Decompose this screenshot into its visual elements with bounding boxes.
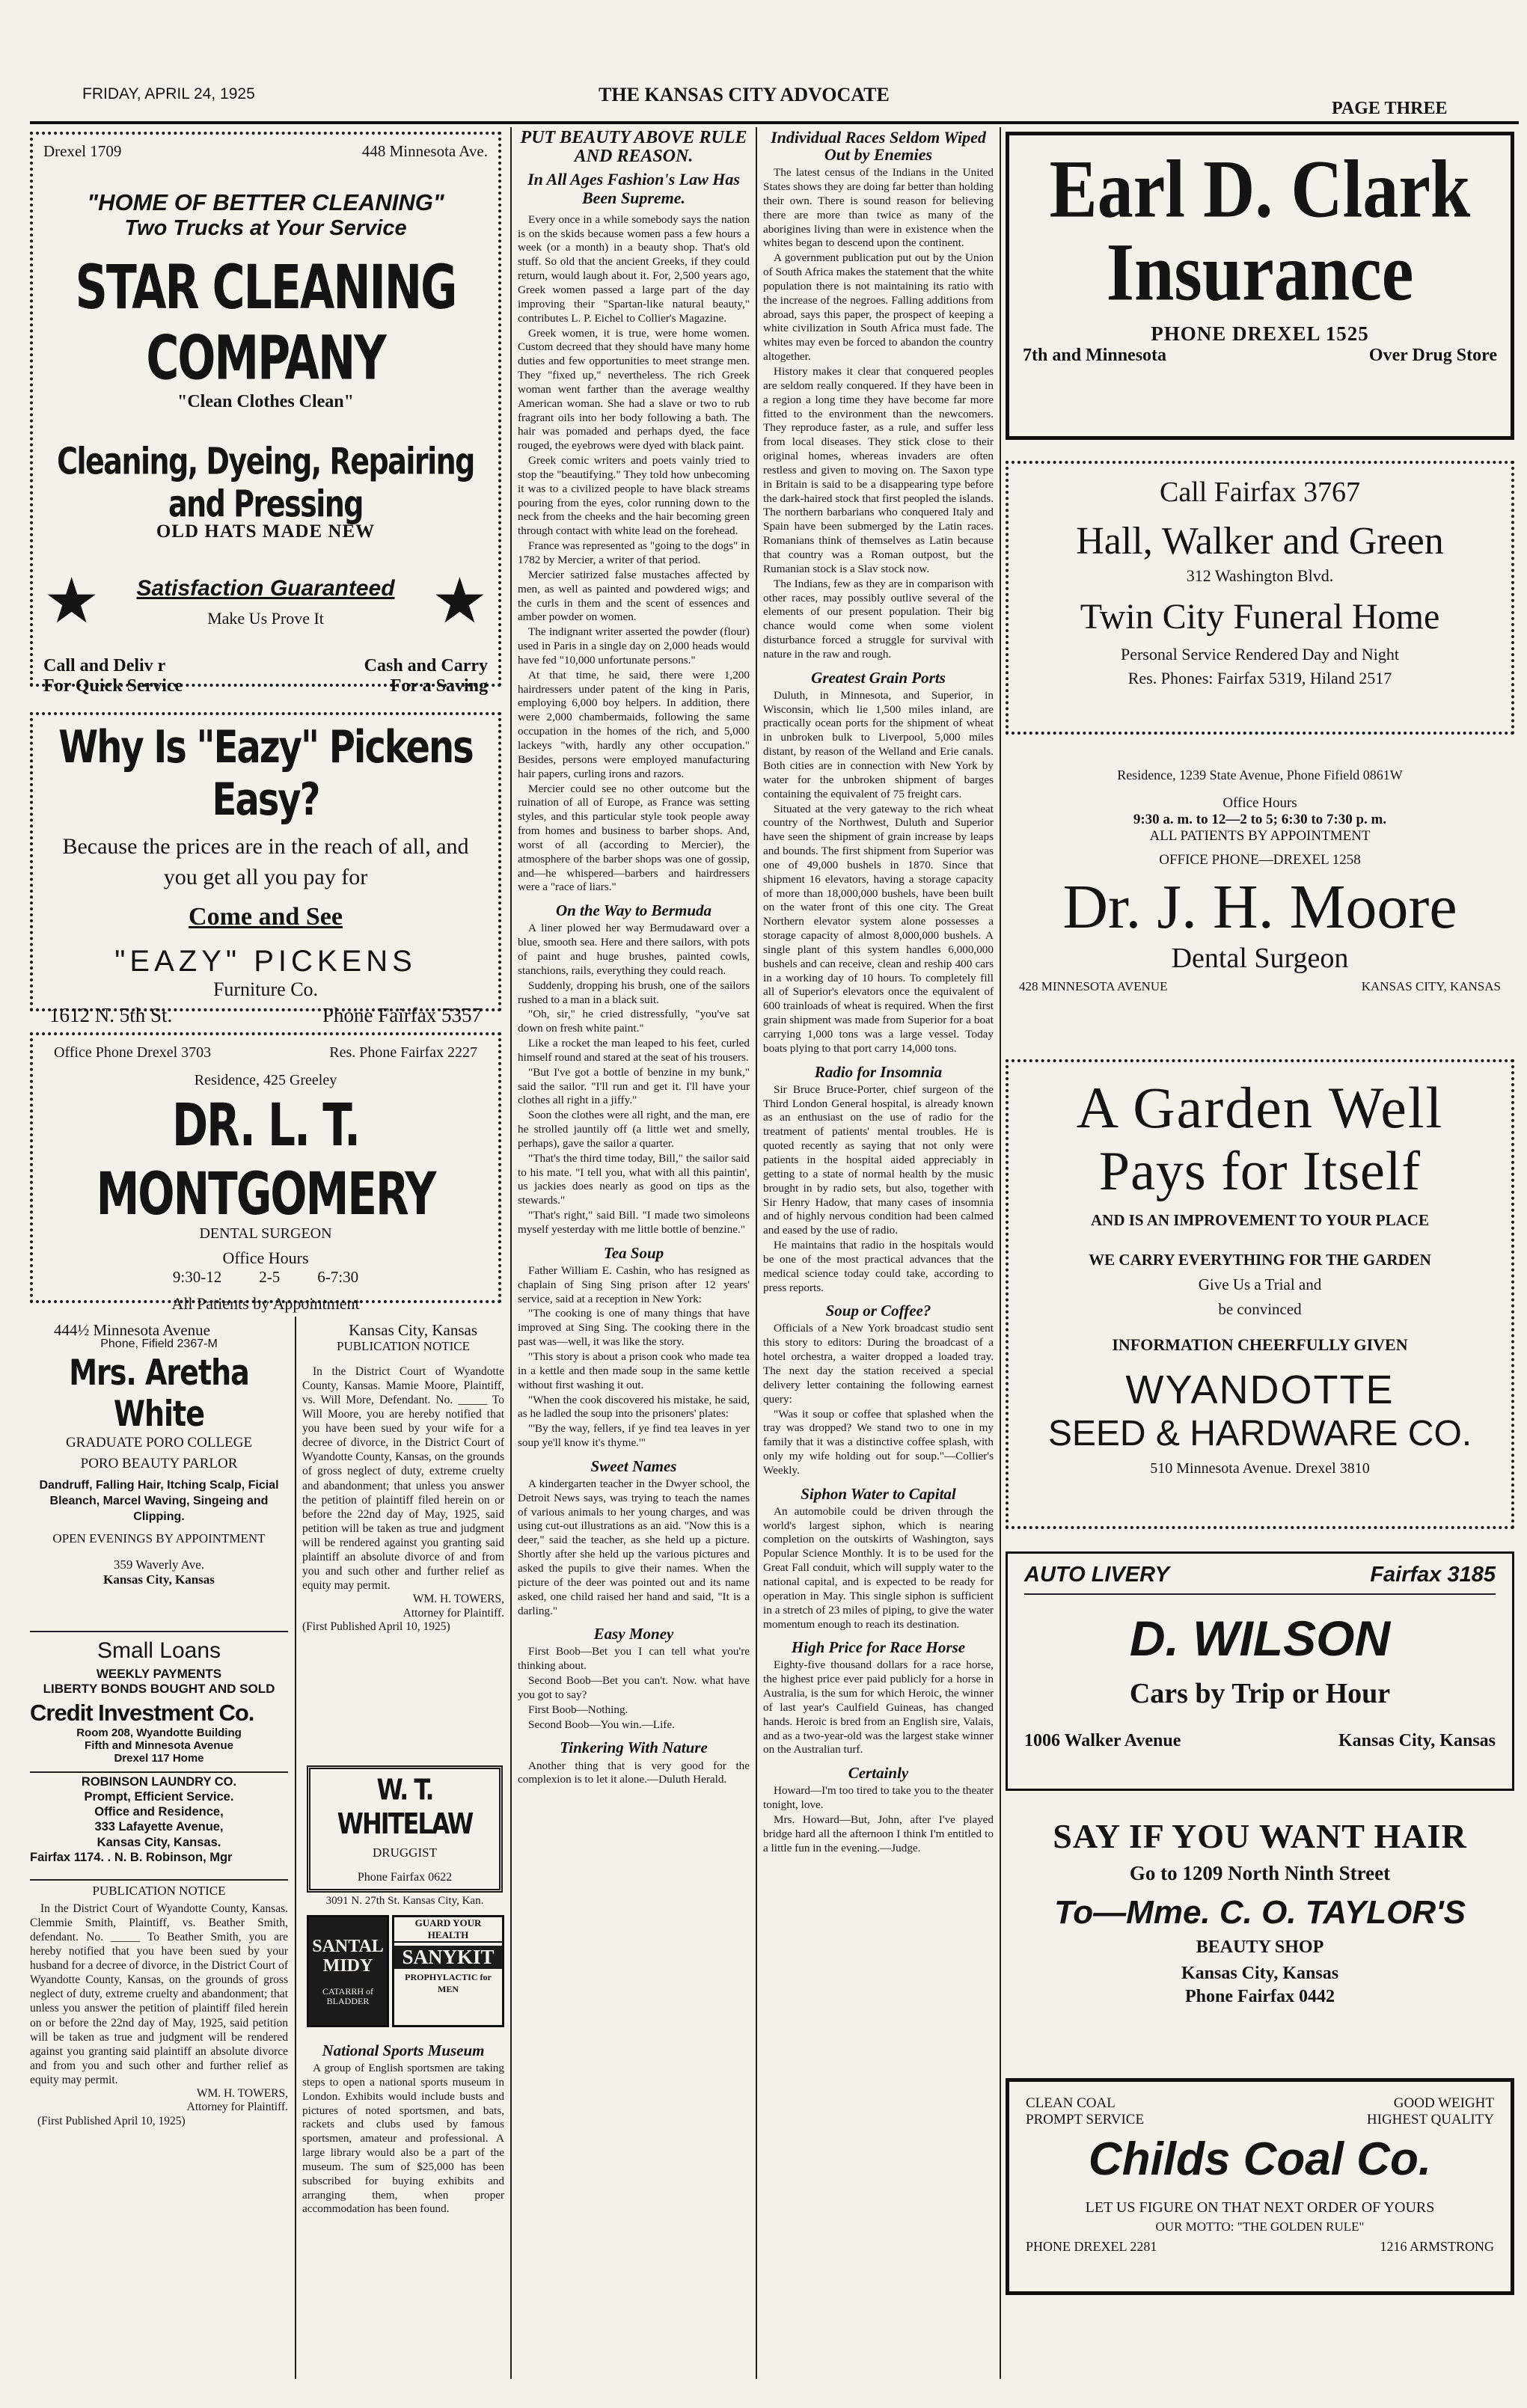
montgomery-title: DENTAL SURGEON [199, 1225, 332, 1242]
article-paragraph: A kindergarten teacher in the Dwyer school, the Detroit News says, was trying to teach the names of various animals to her young charges, and was using cut-out illustrations as an aid. "Now this is a deer," said the teacher, as she held up a picture. Shortly after she held up the various pictures and asked the pupils to give their names. When the picture of the deer was pointed out and its name asked, one child raised her hand and said, "It is a darling." [518, 1477, 750, 1617]
article-paragraph: Greek comic writers and poets vainly tried to stop the "beautifying." They told how unbecoming it was to a civilized people to have black streams pouring from the eyes, color running down to the neck from the cheeks and the hair becoming green through contact with white lead on the forehead. [518, 454, 750, 538]
moore-name: Dr. J. H. Moore [1062, 872, 1457, 942]
article-paragraph: Officials of a New York broadcast studio sent this story to editors: During the broadcast of a hotel orchestra, a waiter dropped a loaded tray. The next day the station received a special delivery letter containing the following earnest query: [763, 1322, 994, 1406]
coal-l2: OUR MOTTO: "THE GOLDEN RULE" [1155, 2219, 1365, 2234]
clark-right: Over Drug Store [1368, 345, 1497, 365]
article-title: Sweet Names [590, 1456, 677, 1475]
clark-insurance: Insurance [1106, 225, 1414, 318]
ad-aretha-white [30, 1333, 288, 1625]
ad-dr-moore [1006, 756, 1514, 1040]
masthead-page: PAGE THREE [1332, 99, 1448, 118]
ad-earl-clark [1006, 132, 1514, 440]
laundry-l4: Kansas City, Kansas. [97, 1835, 221, 1849]
whitelaw-address: 3091 N. 27th St. Kansas City, Kan. [325, 1895, 484, 1907]
article-paragraph: "The cooking is one of many things that have improved at Sing Sing. The cooking there in the past was—well, it was like the story. [518, 1307, 750, 1349]
masthead-date: FRIDAY, APRIL 24, 1925 [82, 85, 255, 102]
masthead-rule [30, 121, 1519, 124]
divider [30, 1631, 288, 1632]
article-title: Soup or Coffee? [825, 1302, 931, 1320]
hair-h5: Kansas City, Kansas [1181, 1964, 1339, 1983]
loans-l1: WEEKLY PAYMENTS [96, 1667, 222, 1681]
article-paragraph: A liner plowed her way Bermudaward over a blue, smooth sea. Here and there sailors, with pots of paint and huge brushes, painted cowls, stanchions, rails, everything they could reach. [518, 922, 750, 977]
white-line2: PORO BEAUTY PARLOR [80, 1456, 238, 1471]
white-evenings: OPEN EVENINGS BY APPOINTMENT [52, 1531, 266, 1546]
article-paragraph: Eighty-five thousand dollars for a race horse, the highest price ever paid publicly for a horse in Australia, is the sum for which Heroic, the winner of last year's Caulfield Guineas, has changed hands. Heroic is bred from an English sire, Valais, and as a two-year-old was the largest stake winner on the Australian turf. [763, 1658, 994, 1756]
column-rule [1000, 127, 1001, 2379]
article-paragraph: Second Boob—Bet you can't. Now. what have you got to say? [518, 1674, 750, 1701]
article-title: On the Way to Bermuda [555, 901, 712, 920]
white-city: Kansas City, Kansas [103, 1572, 215, 1587]
article-paragraph: At that time, he said, there were 1,200 hairdressers under patent of the king in Paris, employing 6,000 boy helpers. In addition, there were 2,000 chambermaids, following the same occupation in the homes of the rich, and 5,000 lackeys "with, hardly any other occupation." Besides, persons were employed manufacturing hair papers, curling irons and razors. [518, 668, 750, 780]
column-3 [518, 127, 750, 2379]
article-paragraph: Suddenly, dropping his brush, one of the sailors rushed to a man in a black suit. [518, 978, 750, 1006]
article-paragraph: "But I've got a bottle of benzine in my bunk," said the sailor. "I'll run and get it. I'll have your clothes all right in a jiffy." [518, 1065, 750, 1107]
article-paragraph: The latest census of the Indians in the United States shows they are doing far better than holding their own. There is sound reason for believing there are more than twice as many of the aborigines living than were in existence when the whites began to descend upon the continent. [763, 166, 994, 250]
article-title: Siphon Water to Capital [801, 1484, 956, 1503]
coal-l1: LET US FIGURE ON THAT NEXT ORDER OF YOURS [1085, 2199, 1435, 2216]
article-title: Greatest Grain Ports [811, 668, 946, 687]
star-prove: Make Us Prove It [207, 609, 324, 628]
article-paragraph: First Boob—Nothing. [528, 1703, 628, 1716]
garden-name2: SEED & HARDWARE CO. [1047, 1413, 1472, 1453]
article-paragraph: Another thing that is very good for the complexion is to let it alone.—Duluth Herald. [518, 1759, 750, 1786]
legal-notice-moore [302, 1339, 504, 1668]
article-paragraph: Mrs. Howard—But, John, after I've played bridge hard all the afternoon I think I'm entitled to a little fun in the evening.—Judge. [763, 1813, 994, 1854]
star-cash-2: For a Saving [390, 676, 488, 696]
garden-l4: be convinced [1218, 1299, 1302, 1318]
article-paragraph: Every once in a while somebody says the nation is on the skids because women pass a few hours a week (or a month) in a beauty shop. That's old stuff. So old that the ancient Greeks, if they could return, would laugh about it. For, 2,500 years ago, Greek women passed a large part of the day improving their "Spartan-like natural beauty," contributes L. P. Eichel to Collier's Magazine. [518, 212, 750, 325]
loans-l2: LIBERTY BONDS BOUGHT AND SOLD [43, 1682, 275, 1696]
divider [30, 1879, 288, 1881]
laundry-l1: Prompt, Efficient Service. [84, 1790, 234, 1804]
white-address: 359 Waverly Ave. [113, 1557, 205, 1572]
wilson-left: AUTO LIVERY [1024, 1563, 1169, 1587]
hall-name: Hall, Walker and Green [1076, 520, 1444, 563]
masthead [0, 82, 1527, 120]
article-title: Radio for Insomnia [814, 1062, 943, 1081]
moore-residence: Residence, 1239 State Avenue, Phone Fifield 0861W [1117, 768, 1403, 782]
notice2-title: PUBLICATION NOTICE [336, 1339, 471, 1353]
laundry-l2: Office and Residence, [94, 1805, 224, 1819]
star-call-2: For Quick Service [43, 676, 183, 696]
notice1-body: In the District Court of Wyandotte County, Kansas. Clemmie Smith, Plaintiff, vs. Beather Smith, defendant. No. _____ To Beather Smith, you are hereby notified that you have been sued by your husband for a decree of divorce, in the District Court of Wyandotte County, Kansas, on the grounds of gross neglect of duty, extreme cruelty and abandonment; that unless you answer the petition of plaintiff filed herein on or before the 22nd day of May, 1925, said petition will be taken as true and judgment will be rendered against you granting said plaintiff an absolute divorce and from you and such other and further relief as equity may permit. [30, 1902, 288, 2086]
montgomery-hours: 2-5 [259, 1268, 281, 1286]
eazy-sub: Furniture Co. [212, 978, 319, 1000]
article-sports-museum [302, 2035, 504, 2379]
laundry-l3: 333 Lafayette Avenue, [94, 1820, 224, 1834]
wilson-tag: Cars by Trip or Hour [1129, 1678, 1391, 1709]
hair-h4: BEAUTY SHOP [1196, 1937, 1324, 1957]
montgomery-residence: Residence, 425 Greeley [194, 1072, 337, 1088]
article-paragraph: First Boob—Bet you I can tell what you're thinking about. [518, 1645, 750, 1673]
montgomery-res-phone: Res. Phone Fairfax 2227 [329, 1044, 477, 1061]
star-services: Cleaning, Dyeing, Repairing and Pressing [57, 439, 474, 526]
article-paragraph: The indignant writer asserted the powder (flour) used in Paris in a single day on 2,000 heads would have fed "10,000 unfortunate persons." [518, 625, 750, 667]
notice1-attorney: WM. H. TOWERS, [196, 2086, 288, 2100]
article-paragraph: Mercier satirized false mustaches affected by men, as well as painted and powdered wigs; and the curls in them and the scent of essences and amber powder on women. [518, 568, 750, 624]
hair-h3: To—Mme. C. O. TAYLOR'S [1054, 1894, 1466, 1931]
ad-star-cleaning [30, 132, 501, 696]
santal-sub: CATARRH of BLADDER [322, 1985, 374, 2006]
coal-tr: GOOD WEIGHT [1393, 2095, 1494, 2111]
ad-taylor-beauty [1006, 1810, 1514, 2048]
loans-corner: Fifth and Minnesota Avenue [85, 1739, 233, 1752]
coal-bl: PHONE DREXEL 2281 [1026, 2239, 1157, 2254]
eazy-name: "EAZY" PICKENS [114, 945, 417, 978]
garden-h2: Pays for Itself [1098, 1140, 1422, 1202]
article-paragraph: Duluth, in Minnesota, and Superior, in Wisconsin, which lie 1,500 miles inland, are practically ocean ports for the shipment of wheat in unbroken bulk to Liverpool, 5,000 miles distant, by reason of the Welland and Erie canals. Both cities are in connection with New York by water for the unbroken shipment of barges containing the equivalent of 75 freight cars. [763, 688, 994, 800]
star-slogan: "HOME OF BETTER CLEANING" [87, 189, 444, 215]
article-title: Individual Races Seldom Wiped Out by Enemies [771, 128, 986, 165]
hall-address: 312 Washington Blvd. [1186, 566, 1334, 585]
eazy-address: 1612 N. 5th St. [49, 1004, 173, 1026]
article-paragraph: Sir Bruce Bruce-Porter, chief surgeon of the Third London General hospital, is already known as an enthusiast on the use of radio for the treatment of patients' mental troubles. He is quoted recently as saying that not only were patients in the hospital aided appreciably in getting to a state of normal health by the music brought in by radio sets, but also, together with Sir Henry Hadow, that many cases of insomnia and of highly nervous condition had been calmed and eased by the use of radio. [763, 1082, 994, 1237]
coal-mr: HIGHEST QUALITY [1366, 2112, 1494, 2127]
laundry-name: ROBINSON LAUNDRY CO. [81, 1775, 237, 1789]
star-icon: ★ [431, 567, 488, 637]
article-paragraph: History makes it clear that conquered peoples are seldom really conquered. If they have been in a region a long time they have become far more fitted to the environment than the newcomers. They reproduce faster, as a rule, and suffer less from local diseases. They stick close to their original homes, whereas invaders are often restless and given to moving on. The Saxon type in Britain is said to be a disappearing type before the dark-haired stock that first peopled the islands. The northern barbarians who conquered Italy and Spain have been submerged by the Latin races. Romanians think of themselves as Latin because that country was a Roman outpost, but the Rumanian stock is a Slav stock now. [763, 365, 994, 575]
star-address: 448 Minnesota Ave. [361, 142, 488, 160]
column-rule [510, 127, 512, 2379]
article-paragraph: An automobile could be driven through the world's largest siphon, which is nearing completion on the outskirts of Washington, says Popular Science Monthly. It is to be used for the Great Fall conduit, which will supply water to the national capital, and is expected to be ready for operation in May. This single siphon is sufficient in a stretch of 23 miles of piping, to give the water momentum enough to reach its destination. [763, 1504, 994, 1631]
article-title: National Sports Museum [322, 2041, 485, 2059]
ad-childs-coal [1006, 2078, 1514, 2295]
legal-notice-smith [30, 1884, 288, 2377]
montgomery-office: Office Phone Drexel 3703 [54, 1044, 212, 1061]
moore-title: Dental Surgeon [1171, 943, 1349, 975]
ad-robinson-laundry [30, 1774, 288, 1872]
article-paragraph: "When the cook discovered his mistake, he said, as he ladled the soup into the prisoners' plates: [518, 1393, 750, 1421]
clark-phone: PHONE DREXEL 1525 [1151, 322, 1369, 345]
sanykit-name: SANYKIT [394, 1946, 502, 1969]
notice1-published: (First Published April 10, 1925) [37, 2115, 186, 2127]
article-paragraph: Soon the clothes were all right, and the man, ere he strolled jauntily off (a little wet and smelly, perhaps), gave the sailor a quarter. [518, 1109, 750, 1150]
article-paragraph: Howard—I'm too tired to take you to the theater tonight, love. [763, 1784, 994, 1812]
article-subtitle: In All Ages Fashion's Law Has Been Supreme. [527, 170, 740, 207]
montgomery-hours: 9:30-12 [172, 1268, 222, 1286]
wilson-right: Fairfax 3185 [1370, 1563, 1496, 1587]
star-hats: OLD HATS MADE NEW [156, 521, 376, 542]
notice2-attorney2: Attorney for Plaintiff. [403, 1606, 504, 1620]
article-paragraph: Greek women, it is true, were home women. Custom decreed that they should have many home duties and few opportunities to meet strange men. They "fixed up," nevertheless. The rich Greek woman went farther than the average wealthy American woman. She had a slave or two to rub fragrant oils into her body following a bath. The hair was pomaded and perhaps dyed, the face rouged, the eyebrows were dyed with black paint. [518, 326, 750, 453]
article-title: PUT BEAUTY ABOVE RULE AND REASON. [520, 128, 747, 167]
moore-hours-label: Office Hours [1222, 795, 1297, 811]
article-title: Tea Soup [603, 1243, 664, 1262]
loans-title: Small Loans [97, 1638, 221, 1663]
wilson-name: D. WILSON [1129, 1611, 1391, 1666]
moore-hours: 9:30 a. m. to 12—2 to 5; 6:30 to 7:30 p. m. [1133, 812, 1387, 827]
article-title: Tinkering With Nature [560, 1738, 708, 1757]
divider [30, 1771, 288, 1773]
montgomery-appt: All Patients by Appointment [171, 1294, 360, 1313]
santal-name: SANTAL MIDY [312, 1937, 384, 1976]
moore-city: KANSAS CITY, KANSAS [1361, 979, 1501, 994]
white-phone: Phone, Fifield 2367-M [100, 1338, 218, 1350]
article-paragraph: "Was it soup or coffee that splashed when the tray was dropped? We stand two to one in my family that it was a distinctive coffee splash, with only my wife holding out for soup."—Collier's Weekly. [763, 1407, 994, 1477]
notice2-attorney: WM. H. TOWERS, [412, 1593, 504, 1605]
hair-h2: Go to 1209 North Ninth Street [1129, 1862, 1391, 1884]
wilson-address: 1006 Walker Avenue [1024, 1731, 1181, 1750]
white-name: Mrs. Aretha White [69, 1352, 249, 1434]
article-paragraph: "That's the third time today, Bill," the sailor said to his mate. "I tell you, what with all this paintin', us jackies does nearly as good on tips as the stewards." [518, 1151, 750, 1207]
loans-company: Credit Investment Co. [30, 1700, 254, 1726]
notice1-title: PUBLICATION NOTICE [92, 1884, 226, 1898]
article-paragraph: Situated at the very gateway to the rich wheat country of the Northwest, Duluth and Superior have seen the shipment of grain increase by leaps and bounds. The first shipment from Superior was one of 49,000 bushels in 1870. Since that shipment 16 elevators, having a storage capacity of more than 18,000,000 bushels, have been built on the water front of this one city. The Great Northern elevator system alone possesses a storage capacity of almost 8,000,000 bushels. A single plant of this system handles 6,000,000 bushels and can receive, clean and reship 400 cars in a working day of 10 hours. To completely fill all of Superior's elevators once the equivalent of 600 trainloads of wheat is required. When the first grain shipment was made from Superior for a boat carrying 1,000 tons was a large vessel. Today boats plying to that port carry 14,000 tons. [763, 802, 994, 1055]
eazy-headline: Why Is "Eazy" Pickens Easy? [58, 721, 473, 826]
article-paragraph: "'By the way, fellers, if ye find tea leaves in yer soup ye'll know it's thyme.'" [518, 1422, 750, 1450]
article-paragraph: He maintains that radio in the hospitals would be one of the most practical advances that the medical science today could take, according to press reports. [763, 1239, 994, 1294]
garden-h1: A Garden Well [1076, 1075, 1444, 1140]
article-title: Certainly [848, 1764, 909, 1783]
star-slogan-2: Two Trucks at Your Service [124, 216, 407, 240]
moore-appt: ALL PATIENTS BY APPOINTMENT [1149, 828, 1371, 844]
coal-tl: CLEAN COAL [1026, 2095, 1116, 2111]
montgomery-city: Kansas City, Kansas [349, 1321, 477, 1339]
star-guarantee: Satisfaction Guaranteed [136, 576, 395, 601]
clark-name: Earl D. Clark [1049, 142, 1471, 235]
star-phone: Drexel 1709 [43, 142, 122, 160]
star-cash: Cash and Carry [364, 656, 488, 675]
article-paragraph: "This story is about a prison cook who made tea in a kettle and then made soup in the same kettle without first washing it out. [518, 1349, 750, 1391]
garden-l5: INFORMATION CHEERFULLY GIVEN [1112, 1335, 1408, 1354]
whitelaw-name: W. T. WHITELAW [337, 1772, 473, 1841]
eazy-come: Come and See [189, 903, 343, 931]
star-company-name: STAR CLEANING COMPANY [75, 252, 456, 394]
coal-name: Childs Coal Co. [1088, 2133, 1432, 2185]
ad-montgomery [30, 1032, 501, 1339]
white-services: Dandruff, Falling Hair, Itching Scalp, Ficial Bleanch, Marcel Waving, Singeing and Clipping. [39, 1479, 279, 1523]
loans-phone: Drexel 117 Home [114, 1752, 204, 1765]
hair-h6: Phone Fairfax 0442 [1185, 1987, 1335, 2006]
whitelaw-title: DRUGGIST [373, 1845, 437, 1860]
article-title: Easy Money [593, 1625, 674, 1643]
clark-left: 7th and Minnesota [1023, 345, 1167, 365]
notice2-body: In the District Court of Wyandotte County, Kansas. Mamie Moore, Plaintiff, vs. Will More, Defendant. No. _____ To Will Moore, you are hereby notified that you have been sued by your wife for a decree of divorce, in the District Court of Wyandotte County, Kansas, on the grounds of gross neglect of duty, extreme cruelty and abandonment; that unless you answer the petition of plaintiff filed herein on or before the 22nd day of May, 1925, said petition will be taken as true and judgment will be rendered against you granting said plaintiff an absolute divorce of and from you and such other and further relief as equity may permit. [302, 1365, 504, 1592]
hair-h1: SAY IF YOU WANT HAIR [1053, 1817, 1467, 1855]
laundry-l5: Fairfax 1174. . N. B. Robinson, Mgr [30, 1850, 233, 1864]
article-paragraph: Like a rocket the man leaped to his feet, curled himself round and stared at the seat of his trousers. [518, 1037, 750, 1064]
article-paragraph: "Oh, sir," he cried distressfully, "you've sat down on fresh white paint." [518, 1008, 750, 1035]
article-paragraph: "That's right," said Bill. "I made two simoleons myself yesterday with me little bottle of benzine." [518, 1209, 750, 1237]
article-paragraph: The Indians, few as they are in comparison with other races, may possibly outlive several of the elements of our present population. Their big chance would come when some violent disturbance forced a struggle for survival with nature in the raw and rough. [763, 577, 994, 661]
ad-santal-midy [307, 1915, 389, 2027]
masthead-paper: THE KANSAS CITY ADVOCATE [599, 84, 890, 105]
montgomery-address: 444½ Minnesota Avenue [54, 1321, 210, 1339]
ad-hall-walker-green [1006, 461, 1514, 735]
hall-res: Res. Phones: Fairfax 5319, Hiland 2517 [1127, 669, 1392, 687]
ad-wyandotte-seed [1006, 1059, 1514, 1529]
column-rule [756, 127, 757, 2379]
ad-eazy-pickens [30, 712, 501, 1026]
star-tagline: "Clean Clothes Clean" [177, 392, 354, 411]
whitelaw-phone: Phone Fairfax 0622 [357, 1871, 453, 1884]
ad-sanykit [392, 1915, 504, 2027]
garden-name1: WYANDOTTE [1125, 1367, 1395, 1412]
article-paragraph: Mercier could see no other outcome but the ruination of all of Europe, as France was setting styles, and this particular style took people away from homes and business to barber shops. And, worst of all (according to Mercier), the atmosphere of the barber shops was one of gossip, and—he whispered—barbers and hairdressers were a "race of liars." [518, 782, 750, 894]
eazy-body: Because the prices are in the reach of all, and you get all you pay for [62, 834, 469, 889]
coal-br: 1216 ARMSTRONG [1380, 2239, 1494, 2254]
hall-phone: Call Fairfax 3767 [1159, 477, 1361, 508]
garden-l3: Give Us a Trial and [1198, 1275, 1322, 1293]
montgomery-name: DR. L. T. MONTGOMERY [96, 1091, 435, 1228]
article-paragraph: France was represented as "going to the dogs" in 1782 by Mercier, a writer of that period. [518, 539, 750, 566]
hall-service: Personal Service Rendered Day and Night [1120, 645, 1400, 664]
moore-address: 428 MINNESOTA AVENUE [1019, 979, 1168, 994]
loans-room: Room 208, Wyandotte Building [76, 1727, 242, 1739]
coal-ml: PROMPT SERVICE [1026, 2112, 1145, 2127]
hall-home: Twin City Funeral Home [1080, 597, 1440, 637]
sanykit-text: PROPHYLACTIC for MEN [405, 1972, 492, 1994]
white-line1: GRADUATE PORO COLLEGE [65, 1435, 253, 1450]
notice2-published: (First Published April 10, 1925) [302, 1620, 450, 1634]
garden-l2: WE CARRY EVERYTHING FOR THE GARDEN [1089, 1250, 1431, 1269]
notice1-attorney2: Attorney for Plaintiff. [186, 2101, 288, 2114]
ad-d-wilson [1006, 1551, 1514, 1791]
eazy-phone: Phone Fairfax 5357 [322, 1004, 482, 1026]
wilson-city: Kansas City, Kansas [1338, 1731, 1496, 1750]
article-paragraph: Father William E. Cashin, who has resigned as chaplain of Sing Sing prison after 12 years' service, said at a reception in New York: [518, 1263, 750, 1305]
garden-l1: AND IS AN IMPROVEMENT TO YOUR PLACE [1091, 1210, 1429, 1229]
garden-address: 510 Minnesota Avenue. Drexel 3810 [1150, 1459, 1370, 1477]
article-paragraph: A government publication put out by the Union of South Africa makes the statement that the white population there is not maintaining its ratio with the increase of the negroes. Falling additions from abroad, says this paper, the prospect of keeping a white civilization in South Africa must fade. The whites may even be forced to abandon the country altogether. [763, 251, 994, 364]
moore-office: OFFICE PHONE—DREXEL 1258 [1159, 852, 1361, 868]
montgomery-hours-label: Office Hours [222, 1249, 309, 1267]
ad-small-loans [30, 1638, 288, 1765]
article-paragraph: Second Boob—You win.—Life. [528, 1718, 675, 1731]
montgomery-hours: 6-7:30 [317, 1268, 359, 1286]
column-rule [295, 1317, 296, 2379]
star-icon: ★ [43, 567, 100, 637]
article-paragraph: A group of English sportsmen are taking steps to open a national sports museum in London. Exhibits would include busts and pictures of noted sportsmen, and bats, rackets and clubs used by famous sportsmen, amateur and professional. A large library would also be a part of the museum. The sum of $25,000 has been subscribed for buying exhibits and arranging them, when proper accommodation has been found. [302, 2062, 504, 2216]
article-title: High Price for Race Horse [791, 1638, 966, 1657]
column-4 [763, 127, 994, 2379]
sanykit-head: GUARD YOUR HEALTH [394, 1917, 502, 1943]
star-call: Call and Deliv r [43, 656, 166, 675]
ad-whitelaw [307, 1765, 503, 1907]
